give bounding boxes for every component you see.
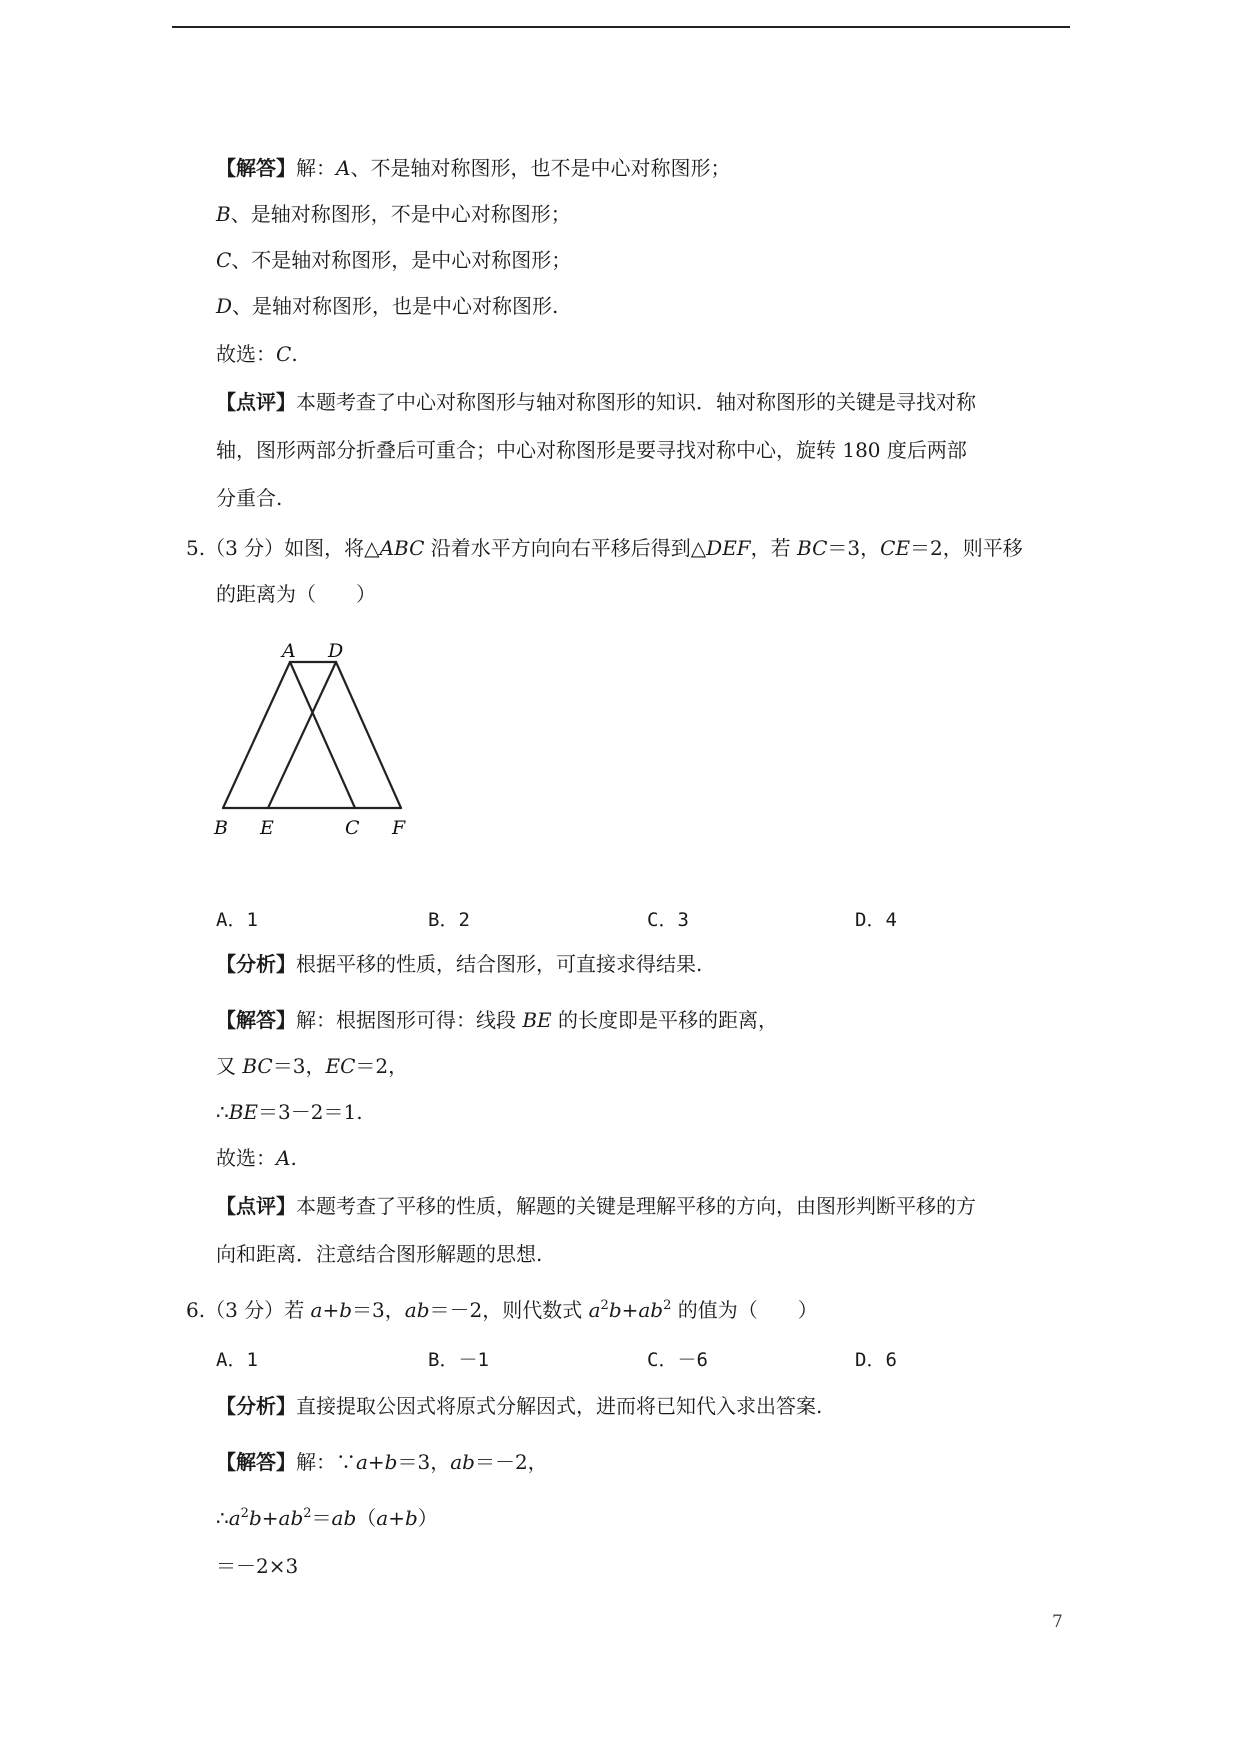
q6-option-d: D．6 (855, 1349, 897, 1371)
q5-choice: 故选：A. (216, 1146, 297, 1170)
answer-tag: 【解答】 (216, 1008, 296, 1032)
q4-comment-line-1: 【点评】本题考查了中心对称图形与轴对称图形的知识．轴对称图形的关键是寻找对称 (216, 390, 976, 414)
q6-option-c: C．－6 (647, 1349, 708, 1371)
q5-answer-line-1: 【解答】解：根据图形可得：线段 BE 的长度即是平移的距离， (216, 1008, 779, 1032)
q4-answer-line-a: 【解答】解：A、不是轴对称图形，也不是中心对称图形； (216, 156, 731, 180)
label-a: A (282, 640, 296, 662)
label-f: F (392, 817, 406, 839)
q4-comment-line-2: 轴，图形两部分折叠后可重合；中心对称图形是要寻找对称中心，旋转 180 度后两部 (216, 438, 967, 462)
q6-stem: 6.（3 分）若 a+b＝3，ab＝－2，则代数式 $a^2b+ab^2$ 的值为（ ） (186, 1298, 818, 1322)
header-rule (172, 26, 1070, 28)
q4-answer-line-b: B、是轴对称图形，不是中心对称图形； (216, 202, 571, 226)
q5-option-d: D．4 (855, 909, 897, 931)
page-number: 7 (1052, 1612, 1063, 1632)
q6-answer-line-3: ＝－2×3 (216, 1554, 299, 1578)
q6-answer-line-1: 【解答】解：∵a+b＝3，ab＝－2， (216, 1450, 548, 1474)
q5-option-b: B．2 (428, 909, 470, 931)
comment-tag: 【点评】 (216, 1194, 296, 1218)
q6-option-a: A．1 (216, 1349, 258, 1371)
translation-figure (200, 640, 420, 855)
q5-stem-line-2: 的距离为（ ） (216, 582, 376, 606)
q5-option-a: A．1 (216, 909, 258, 931)
q5-answer-line-3: ∴BE＝3－2＝1. (216, 1100, 363, 1124)
q6-answer-line-2: $\therefore a^2b+ab^2=ab(a+b)$ (216, 1506, 438, 1530)
q5-comment-line-2: 向和距离．注意结合图形解题的思想. (216, 1242, 543, 1266)
q4-answer-line-c: C、不是轴对称图形，是中心对称图形； (216, 248, 572, 272)
analysis-tag: 【分析】 (216, 1394, 296, 1418)
q6-analysis: 【分析】直接提取公因式将原式分解因式，进而将已知代入求出答案. (216, 1394, 823, 1418)
q4-choice: 故选：C. (216, 342, 298, 366)
answer-tag: 【解答】 (216, 1450, 296, 1474)
q5-option-c: C．3 (647, 909, 689, 931)
q5-analysis: 【分析】根据平移的性质，结合图形，可直接求得结果. (216, 952, 703, 976)
label-b: B (214, 817, 228, 839)
label-c: C (345, 817, 360, 839)
label-e: E (260, 817, 274, 839)
q4-comment-line-3: 分重合. (216, 486, 283, 510)
q5-answer-line-2: 又 BC＝3，EC＝2， (216, 1054, 409, 1078)
q6-option-b: B．－1 (428, 1349, 489, 1371)
segment-ab (223, 662, 290, 808)
q4-answer-line-d: D、是轴对称图形，也是中心对称图形. (216, 294, 559, 318)
label-d: D (328, 640, 344, 662)
q5-stem-line-1: 5.（3 分）如图，将△ABC 沿着水平方向向右平移后得到△DEF，若 BC＝3，CE＝2，则平移 (186, 536, 1023, 560)
question-number: 6. (186, 1298, 206, 1322)
q5-comment-line-1: 【点评】本题考查了平移的性质，解题的关键是理解平移的方向，由图形判断平移的方 (216, 1194, 976, 1218)
answer-tag: 【解答】 (216, 156, 296, 180)
comment-tag: 【点评】 (216, 390, 296, 414)
question-number: 5. (186, 536, 206, 560)
segment-de (268, 662, 336, 808)
analysis-tag: 【分析】 (216, 952, 296, 976)
